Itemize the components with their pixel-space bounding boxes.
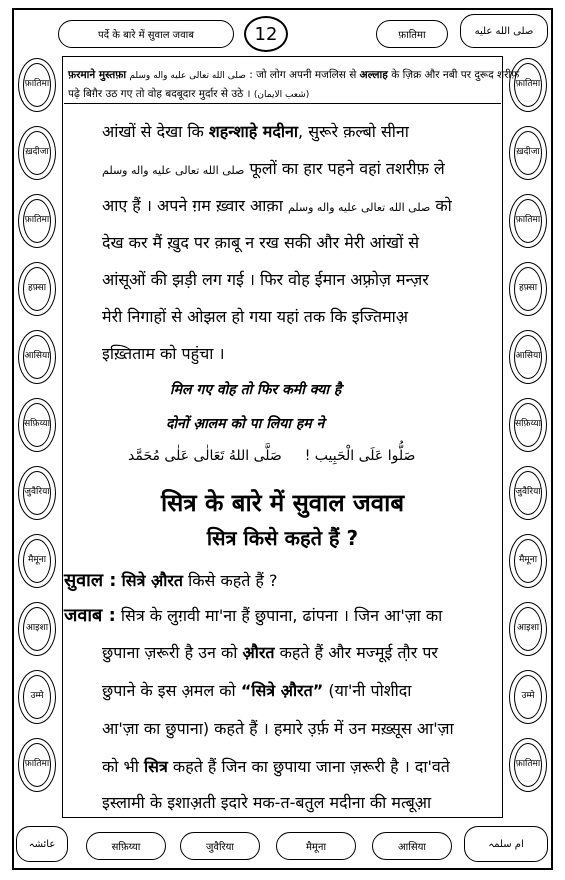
side-medallion: मैमूना: [18, 534, 56, 588]
answer-text: कहते हैं जिन का छुपाया जाना ज़रूरी है । दा'वते: [172, 757, 450, 776]
body-arabic: صلى الله تعالى عليه واله وسلم: [102, 164, 245, 177]
body-text: को: [435, 196, 452, 215]
answer-text: सित्र के लुग़वी मा'ना हैं छुपाना, ढांपना । जिन आ'ज़ा का: [120, 606, 443, 625]
body-arabic: صلى الله تعالى عليه واله وسلم: [287, 201, 431, 214]
footer-cap: मैमूना: [276, 832, 356, 860]
body-text: आंखों से देखा कि: [102, 122, 204, 141]
side-medallion: फ़ातिमा: [509, 738, 547, 792]
hadith-box: [64, 64, 520, 104]
answer-text: छुपाने के इस अ़मल को: [102, 681, 236, 700]
body-line: [102, 157, 445, 179]
footer-cap: आसिया: [372, 832, 452, 860]
section-subheading: सित्र किसे कहते हैं ?: [206, 526, 359, 550]
side-medallion: फ़ातिमा: [18, 738, 56, 792]
side-medallion: आसिया: [509, 330, 547, 384]
body-line: इख़्तिताम को पहुंचा ।: [102, 344, 225, 363]
side-medallion: उम्मे: [509, 670, 547, 724]
hadith-arabic: صلى الله تعالى عليه واله وسلم: [129, 71, 246, 81]
hadith-text-2: के ज़िक्र और नबी पर दुरूद शरीफ़: [391, 69, 520, 81]
body-text: आए हैं । अपने ग़म ख़्वार आक़ा: [102, 196, 283, 215]
side-medallion: जुवैरिया: [509, 466, 547, 520]
footer-cap: जुवैरिया: [180, 832, 260, 860]
side-medallion: फ़ातिमा: [18, 194, 56, 248]
durood-line: [128, 448, 415, 464]
body-line: आंसूओं की झड़ी लग गई । फिर वोह ईमान अफ़्रोज़ मन्ज़र: [102, 270, 429, 289]
answer-bold: “सित्रे औ़रत”: [240, 681, 324, 700]
question-text: किसे कहते हैं ?: [188, 571, 278, 590]
question-line: [64, 568, 278, 592]
answer-text: (या'नी पोशीदा: [328, 681, 412, 700]
side-medallion: आइशा: [509, 602, 547, 656]
body-bold: शहन्शाहे मदीना: [208, 122, 299, 141]
answer-bold: औ़रत: [242, 643, 275, 662]
hadith-label: फ़रमाने मुस्तफ़ा: [68, 69, 127, 81]
side-medallion: फ़ातिमा: [509, 58, 547, 112]
header-corner-cap: صلى الله عليه: [460, 14, 548, 48]
couplet-line-1: मिल गए वोह तो फिर कमी क्या है: [170, 382, 342, 398]
side-medallion: हफ़्सा: [509, 262, 547, 316]
body-line: देख कर मैं ख़ुद पर क़ाबू न रख सकी और मेरी आंखों से: [102, 233, 420, 252]
body-line: [102, 194, 452, 216]
side-medallion: ख़दीजा: [18, 126, 56, 180]
header-name-cap: फ़ातिमा: [376, 20, 448, 48]
answer-label: जवाब :: [64, 605, 116, 626]
side-medallion: सफ़िय्या: [18, 398, 56, 452]
footer-corner-cap: ام سلمہ: [464, 826, 548, 862]
answer-line: आ'ज़ा का छुपाना) कहते हैं । हमारे उ़र्फ़ में उन मख़्सूस आ'ज़ा: [102, 719, 454, 738]
hadith-line-1: [68, 66, 520, 85]
hadith-line-2: [68, 85, 497, 104]
answer-text: कहते हैं और मज्मूई तौ़र पर: [279, 643, 438, 662]
side-medallion: फ़ातिमा: [509, 194, 547, 248]
hadith-allah: अल्लाह: [359, 69, 388, 81]
answer-line: [102, 641, 438, 663]
answer-line: इस्लामी के इशाअ़ती इदारे मक-त-बतुल मदीना की मत्बूआ़: [102, 793, 432, 812]
side-medallion: ख़दीजा: [509, 126, 547, 180]
side-medallion: फ़ातिमा: [18, 58, 56, 112]
answer-line: [102, 755, 450, 777]
question-label: सुवाल :: [64, 570, 117, 591]
body-line: मेरी निगाहों से ओझल हो गया यहां तक कि इज्तिमाअ़: [102, 307, 409, 326]
durood-reply: صَلَّى اللهُ تَعَالٰى عَلٰى مُحَمَّد: [128, 448, 282, 464]
body-text: , सुरूरे क़ल्बो सीना: [298, 122, 409, 141]
side-medallion: आइशा: [18, 602, 56, 656]
side-medallion: आसिया: [18, 330, 56, 384]
couplet-line-2: दोनों आ़लम को पा लिया हम ने: [166, 416, 325, 432]
hadith-text-3: पढ़े बिग़ैर उठ गए तो वोह बदबूदार मुर्दार से उठे ।: [68, 88, 251, 100]
footer-corner-cap: عائشہ: [16, 826, 68, 862]
answer-line: [102, 679, 411, 701]
side-medallion: उम्मे: [18, 670, 56, 724]
hadith-text-1: : जो लोग अपनी मजलिस से: [249, 69, 357, 81]
answer-line: [64, 603, 442, 627]
header-book-title: पर्दे के बारे में सुवाल जवाब: [58, 20, 234, 48]
side-medallion: हफ़्सा: [18, 262, 56, 316]
body-line: [102, 120, 409, 142]
side-medallion: जुवैरिया: [18, 466, 56, 520]
page-number: 12: [244, 16, 288, 52]
answer-bold: सित्र: [144, 757, 168, 776]
hadith-source: (شعب الایمان): [253, 90, 310, 100]
footer-cap: सफ़िय्या: [86, 832, 166, 860]
answer-text: छुपाना ज़रूरी है उन को: [102, 643, 238, 662]
body-text: फूलों का हार पहने वहां तशरीफ़ ले: [249, 159, 445, 178]
answer-text: को भी: [102, 757, 139, 776]
question-term: सित्रे औ़रत: [121, 571, 184, 590]
section-heading: सित्र के बारे में सुवाल जवाब: [160, 489, 405, 517]
durood-call: صَلُّوا عَلَى الْحَبِيب !: [304, 448, 416, 464]
side-medallion: मैमूना: [509, 534, 547, 588]
side-medallion: सफ़िय्या: [509, 398, 547, 452]
